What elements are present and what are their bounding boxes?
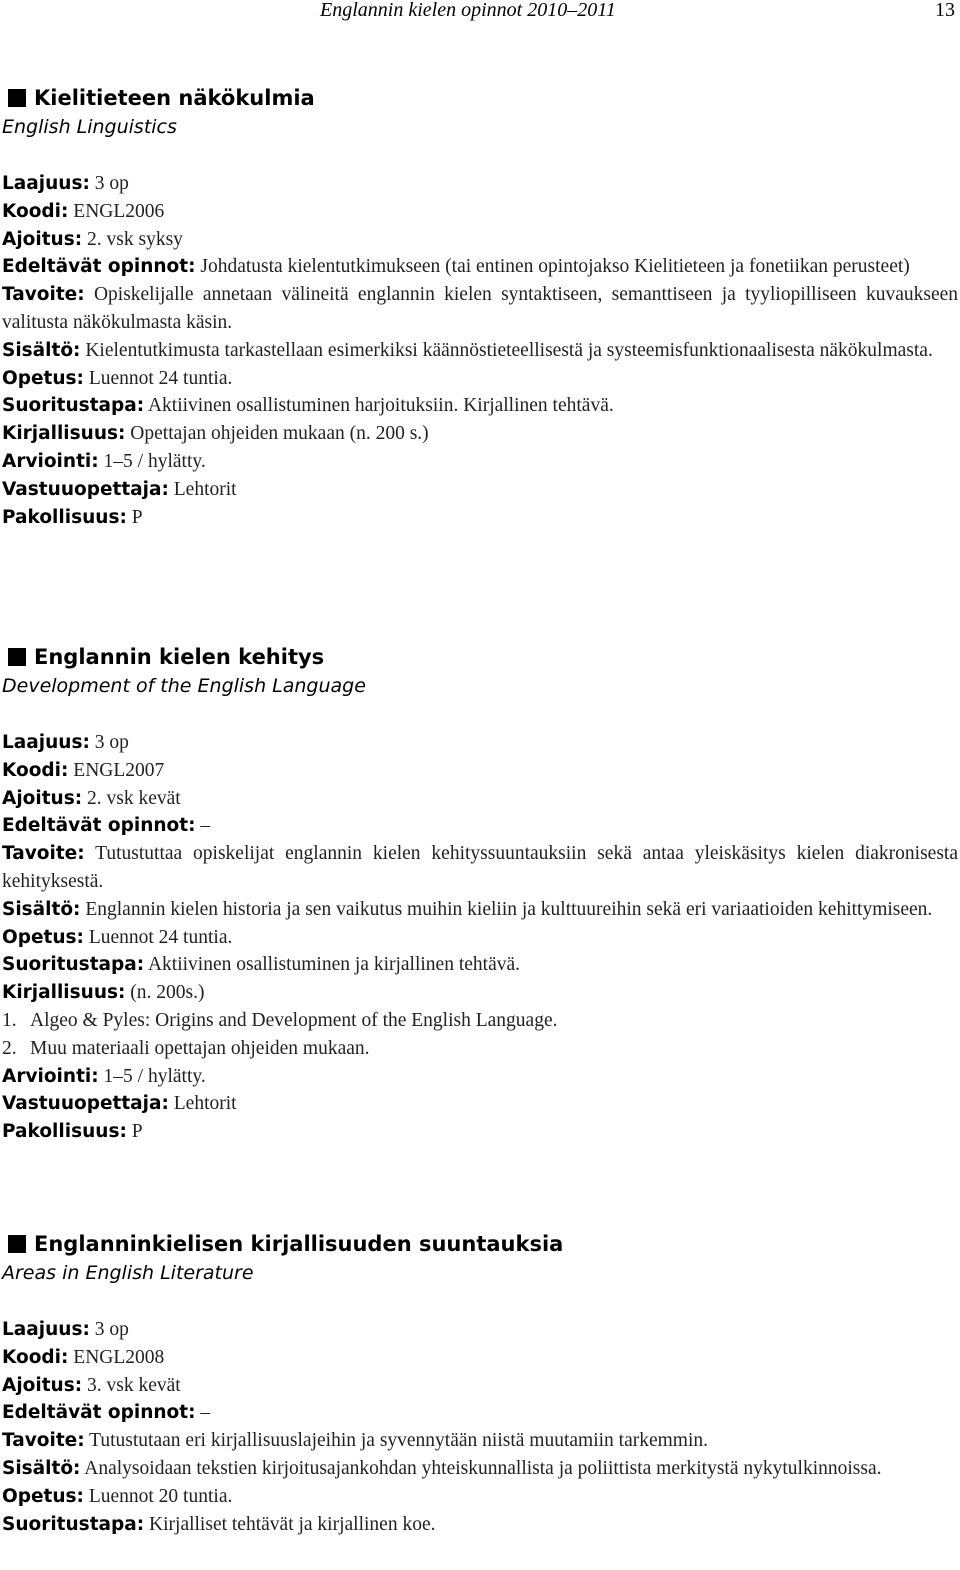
field-vastuuopettaja <box>2 1090 958 1118</box>
field-sisalto <box>2 1455 958 1483</box>
square-bullet-icon <box>8 648 26 666</box>
field-value: 3 op <box>94 732 129 753</box>
field-ajoitus <box>2 785 958 813</box>
field-label: Laajuus: <box>2 1319 90 1340</box>
field-kirjallisuus <box>2 979 958 1007</box>
course-subtitle: Development of the English Language <box>2 675 366 697</box>
field-value: Englannin kielen historia ja sen vaikutus muihin kieliin ja kulttuureihin sekä eri variaatioiden kehittymiseen. <box>85 898 933 920</box>
field-label: Tavoite: <box>2 284 85 306</box>
field-label: Arviointi: <box>2 450 99 472</box>
field-vastuuopettaja <box>2 476 958 504</box>
list-number: 1. <box>2 1009 17 1031</box>
field-label: Koodi: <box>2 200 69 222</box>
field-label: Ajoitus: <box>2 1374 83 1396</box>
course-title-text: Kielitieteen näkökulmia <box>34 86 315 110</box>
field-label: Ajoitus: <box>2 787 83 809</box>
field-label: Kirjallisuus: <box>2 982 126 1004</box>
field-label: Pakollisuus: <box>2 1121 127 1143</box>
field-opetus <box>2 365 958 393</box>
field-label: Edeltävät opinnot: <box>2 815 196 837</box>
course-title <box>2 1230 958 1258</box>
field-value: – <box>200 815 211 837</box>
field-pakollisuus <box>2 504 958 532</box>
field-value: Aktiivinen osallistuminen harjoituksiin. Kirjallinen tehtävä. <box>147 395 614 417</box>
page-number: 13 <box>935 0 955 21</box>
field-ajoitus <box>2 1372 958 1400</box>
field-label: Laajuus: <box>2 732 90 753</box>
field-value: Analysoidaan tekstien kirjoitusajankohdan yhteiskunnallista ja poliittista merkitystä nykytulkinnoissa. <box>84 1457 882 1479</box>
field-value: Lehtorit <box>173 478 237 500</box>
field-koodi <box>2 198 958 226</box>
field-value: Opettajan ohjeiden mukaan (n. 200 s.) <box>130 423 429 445</box>
field-opetus <box>2 924 958 952</box>
field-value: 3. vsk kevät <box>87 1374 181 1396</box>
field-tavoite <box>2 840 958 896</box>
field-value: Lehtorit <box>173 1093 237 1115</box>
field-value: 2. vsk syksy <box>87 228 183 250</box>
field-label: Laajuus: <box>2 173 90 194</box>
field-label: Koodi: <box>2 759 69 781</box>
field-value: P <box>131 506 143 528</box>
field-label: Edeltävät opinnot: <box>2 1402 196 1424</box>
field-value: Tutustutaan eri kirjallisuuslajeihin ja syvennytään niistä muutamiin tarkemmin. <box>89 1430 709 1452</box>
field-value: – <box>200 1402 211 1424</box>
field-value: ENGL2007 <box>73 759 165 781</box>
field-value: (n. 200s.) <box>130 982 205 1004</box>
field-value: ENGL2006 <box>73 200 165 222</box>
field-sisalto <box>2 896 958 924</box>
field-value: Luennot 20 tuntia. <box>88 1485 233 1507</box>
field-laajuus <box>2 170 958 198</box>
square-bullet-icon <box>8 1235 26 1253</box>
field-edeltavat <box>2 253 958 281</box>
field-label: Sisältö: <box>2 1457 81 1479</box>
field-value: Opiskelijalle annetaan välineitä englannin kielen syntaktiseen, semanttiseen ja tyyliopilliseen kuvaukseen valitusta näkökulmasta käsin. <box>2 284 959 333</box>
field-suoritustapa <box>2 951 958 979</box>
field-value: P <box>131 1121 143 1143</box>
field-label: Opetus: <box>2 367 84 389</box>
course-subtitle: Areas in English Literature <box>2 1262 254 1284</box>
field-value: Aktiivinen osallistuminen ja kirjallinen tehtävä. <box>147 954 521 976</box>
course-section <box>2 643 958 1146</box>
field-ajoitus <box>2 226 958 254</box>
field-value: 2. vsk kevät <box>87 787 181 809</box>
course-fields <box>2 170 958 531</box>
course-title <box>2 84 958 112</box>
field-value: Kirjalliset tehtävät ja kirjallinen koe. <box>149 1513 436 1535</box>
square-bullet-icon <box>8 89 26 107</box>
literature-item <box>2 1007 958 1035</box>
course-section <box>2 1230 958 1538</box>
field-label: Opetus: <box>2 926 84 948</box>
field-sisalto <box>2 337 958 365</box>
course-title-text: Englannin kielen kehitys <box>34 645 325 669</box>
field-label: Vastuuopettaja: <box>2 1093 169 1115</box>
field-value: Kielentutkimusta tarkastellaan esimerkiksi käännöstieteellisestä ja systeemisfunktionaalisesta näkökulmasta. <box>85 339 933 361</box>
list-item-text: Algeo & Pyles: Origins and Development of the English Language. <box>30 1009 558 1031</box>
course-fields <box>2 1316 958 1538</box>
field-label: Pakollisuus: <box>2 506 127 528</box>
course-title <box>2 643 958 671</box>
field-edeltavat <box>2 812 958 840</box>
field-value: Johdatusta kielentutkimukseen (tai entinen opintojakso Kielitieteen ja fonetiikan perusteet) <box>200 256 910 278</box>
field-label: Ajoitus: <box>2 228 83 250</box>
field-value: Luennot 24 tuntia. <box>88 926 233 948</box>
list-number: 2. <box>2 1037 17 1059</box>
field-label: Suoritustapa: <box>2 395 145 417</box>
field-koodi <box>2 1344 958 1372</box>
field-value: 3 op <box>94 1319 129 1340</box>
course-fields <box>2 729 958 1146</box>
field-label: Kirjallisuus: <box>2 423 126 445</box>
field-label: Sisältö: <box>2 898 81 920</box>
field-value: 1–5 / hylätty. <box>103 450 206 472</box>
field-value: 1–5 / hylätty. <box>103 1065 206 1087</box>
field-label: Tavoite: <box>2 843 85 865</box>
field-label: Suoritustapa: <box>2 954 145 976</box>
field-label: Arviointi: <box>2 1065 99 1087</box>
field-edeltavat <box>2 1399 958 1427</box>
field-label: Koodi: <box>2 1346 69 1368</box>
field-value: ENGL2008 <box>73 1346 165 1368</box>
field-label: Sisältö: <box>2 339 81 361</box>
field-tavoite <box>2 281 958 337</box>
course-subtitle: English Linguistics <box>2 116 177 138</box>
field-label: Opetus: <box>2 1485 84 1507</box>
literature-item <box>2 1035 958 1063</box>
field-kirjallisuus <box>2 420 958 448</box>
course-title-text: Englanninkielisen kirjallisuuden suuntauksia <box>34 1232 564 1256</box>
field-arviointi <box>2 448 958 476</box>
page-header <box>0 0 960 24</box>
field-label: Edeltävät opinnot: <box>2 256 196 278</box>
list-item-text: Muu materiaali opettajan ohjeiden mukaan. <box>30 1037 370 1059</box>
field-opetus <box>2 1483 958 1511</box>
field-label: Tavoite: <box>2 1430 85 1452</box>
field-tavoite <box>2 1427 958 1455</box>
field-label: Suoritustapa: <box>2 1513 145 1535</box>
field-value: Tutustuttaa opiskelijat englannin kielen kehityssuuntauksiin sekä antaa yleiskäsitys kielen diakronisesta kehityksestä. <box>2 843 958 892</box>
field-pakollisuus <box>2 1118 958 1146</box>
field-suoritustapa <box>2 1511 958 1539</box>
field-koodi <box>2 757 958 785</box>
field-value: 3 op <box>94 173 129 194</box>
field-laajuus <box>2 729 958 757</box>
field-value: Luennot 24 tuntia. <box>88 367 233 389</box>
running-title: Englannin kielen opinnot 2010–2011 <box>320 0 616 21</box>
field-arviointi <box>2 1063 958 1091</box>
course-section <box>2 84 958 531</box>
field-suoritustapa <box>2 392 958 420</box>
field-laajuus <box>2 1316 958 1344</box>
field-label: Vastuuopettaja: <box>2 478 169 500</box>
